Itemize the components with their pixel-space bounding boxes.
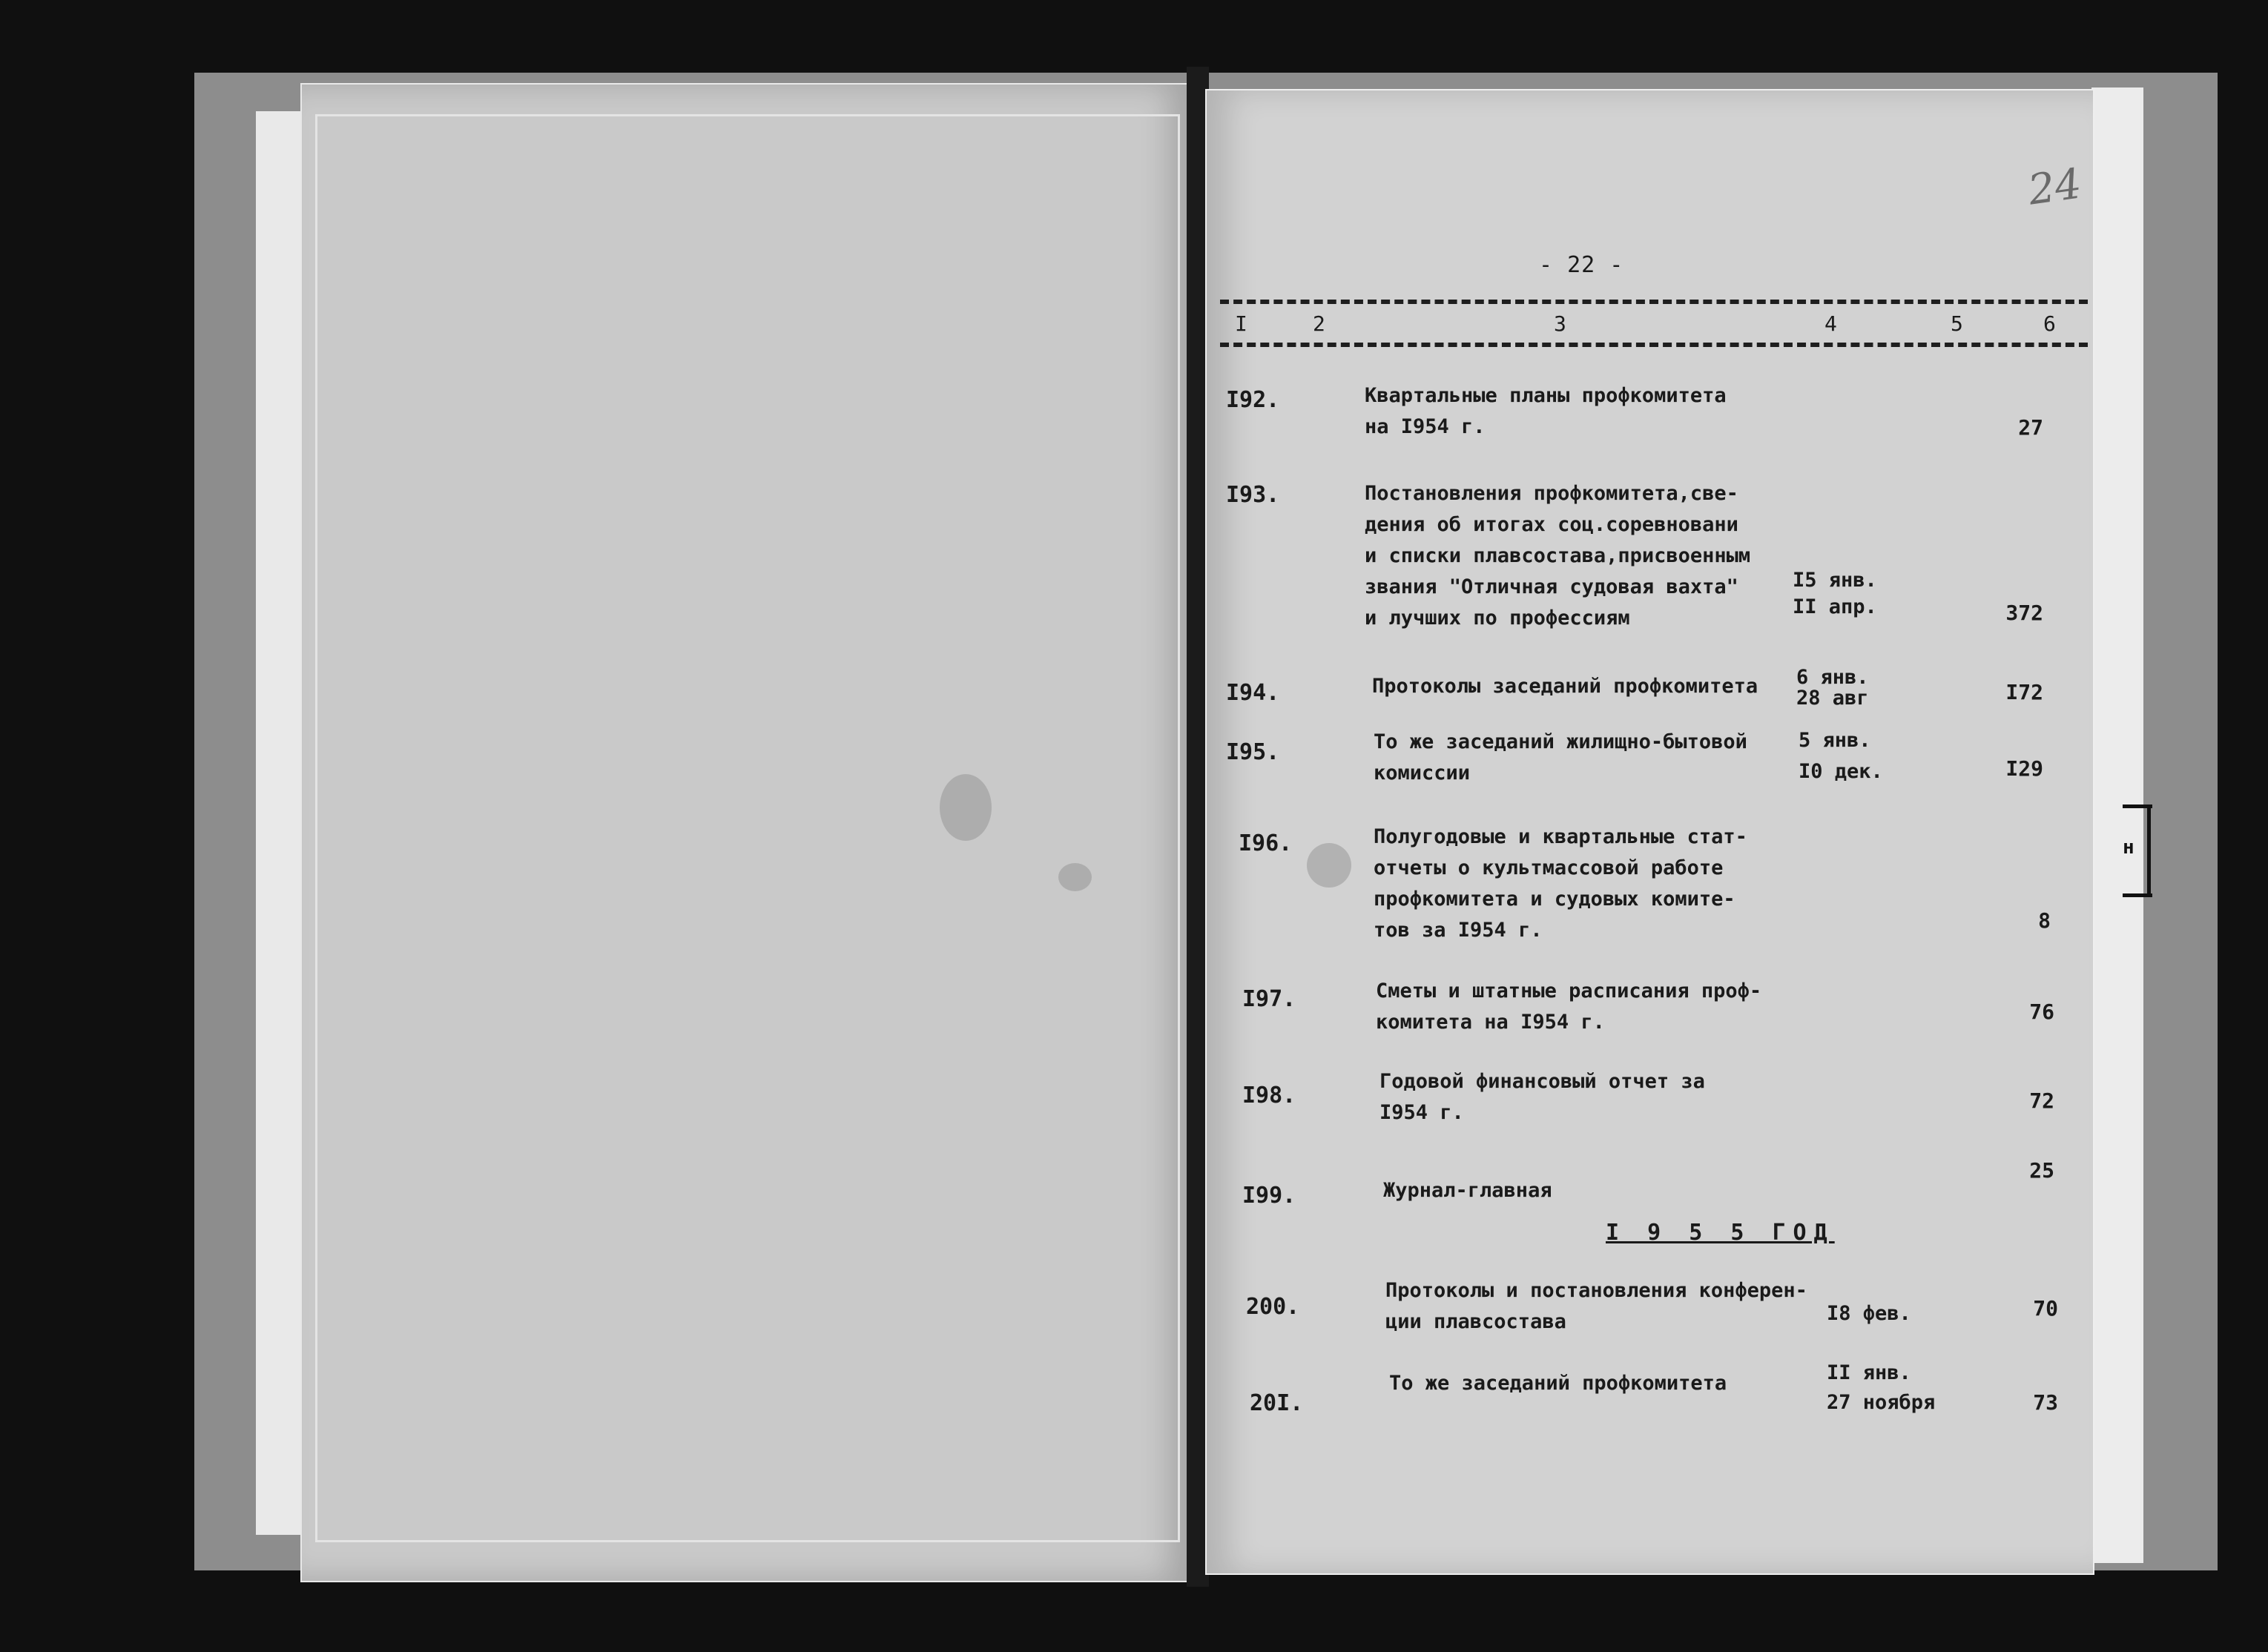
page-number: - 22 -: [1539, 252, 1624, 278]
column-header-2: 2: [1313, 311, 1325, 336]
entry-sheets: I29: [2005, 756, 2043, 781]
inventory-page: [1205, 89, 2091, 1572]
entry-dates: 5 янв. I0 дек.: [1799, 729, 1883, 783]
column-header-5: 5: [1951, 311, 1963, 336]
entry-title: Квартальные планы профкомитета на I954 г.: [1365, 384, 1727, 438]
entry-number: 20I.: [1250, 1390, 1304, 1416]
entry-sheets: 76: [2029, 1000, 2054, 1024]
section-year-heading: I 9 5 5 ГОД: [1606, 1220, 1835, 1246]
column-header-1: I: [1235, 311, 1247, 336]
page-edge-left: [256, 111, 300, 1535]
entry-number: I95.: [1226, 739, 1280, 765]
entry-sheets: I72: [2005, 680, 2043, 704]
entry-number: I98.: [1242, 1083, 1296, 1109]
column-header-3: 3: [1554, 311, 1566, 336]
entry-number: I99.: [1242, 1183, 1296, 1209]
entry-sheets: 70: [2033, 1296, 2058, 1321]
entry-sheets: 27: [2018, 415, 2043, 440]
entry-title: То же заседаний профкомитета: [1389, 1372, 1727, 1395]
entry-number: I96.: [1239, 830, 1293, 856]
entry-sheets: 72: [2029, 1088, 2054, 1113]
side-bracket-vertical: [2147, 804, 2151, 897]
left-page-border: [315, 114, 1180, 1542]
entry-number: I94.: [1226, 680, 1280, 706]
entry-sheets: 73: [2033, 1390, 2058, 1415]
entry-title: Полугодовые и квартальные стат- отчеты о культмассовой работе профкомитета и судовых комите- тов за I954 г.: [1374, 825, 1747, 942]
header-rule-top: [1220, 300, 2088, 304]
entry-sheets: 8: [2038, 908, 2051, 933]
handwritten-folio: 24: [2025, 159, 2085, 215]
entry-dates: I8 фев.: [1827, 1302, 1911, 1325]
header-rule-bottom: [1220, 343, 2088, 347]
entry-number: I92.: [1226, 387, 1280, 413]
entry-dates: I5 янв. II апр.: [1793, 569, 1877, 618]
left-page-blank: [300, 83, 1193, 1582]
entry-dates: II янв. 27 ноября: [1827, 1361, 1936, 1414]
entry-sheets: 372: [2005, 601, 2043, 625]
side-mark: н: [2123, 836, 2135, 859]
entry-number: I97.: [1242, 986, 1296, 1012]
entry-dates: 6 янв. 28 авг: [1796, 666, 1869, 710]
column-header-6: 6: [2043, 311, 2056, 336]
entry-number: 200.: [1246, 1294, 1300, 1320]
entry-title: Сметы и штатные расписания проф- комитета на I954 г.: [1376, 979, 1762, 1034]
column-header-4: 4: [1824, 311, 1837, 336]
entry-title: Протоколы и постановления конферен- ции плавсостава: [1385, 1279, 1807, 1333]
entry-title: Протоколы заседаний профкомитета: [1372, 675, 1758, 698]
entry-title: Годовой финансовый отчет за I954 г.: [1379, 1070, 1705, 1124]
entry-sheets: 25: [2029, 1158, 2054, 1183]
entry-title: То же заседаний жилищно-бытовой комиссии: [1374, 730, 1747, 784]
entry-title: Журнал-главная: [1383, 1179, 1552, 1202]
entry-number: I93.: [1226, 482, 1280, 508]
stain: [1058, 863, 1092, 891]
entry-title: Постановления профкомитета,све- дения об итогах соц.соревновани и списки плавсостава,присвоенным звания "Отличная судовая вахта" и лучших по профессиям: [1365, 482, 1751, 630]
page-edge-right: [2091, 87, 2143, 1563]
stain: [940, 774, 992, 841]
